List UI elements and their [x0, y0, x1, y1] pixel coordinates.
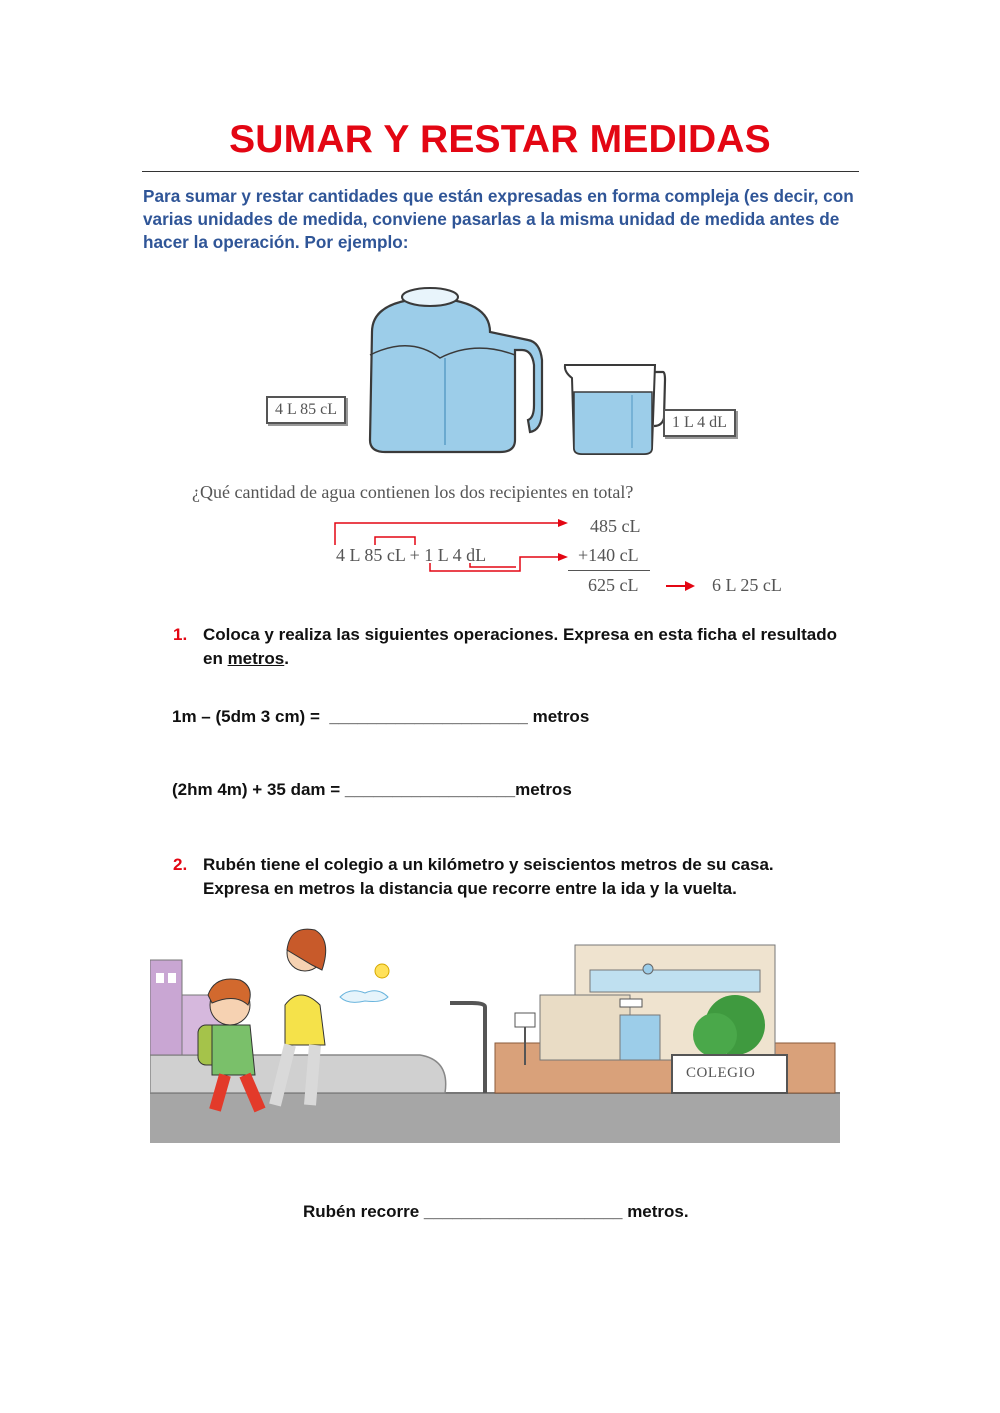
exercise-1b[interactable]: (2hm 4m) + 35 dam = __________________metros [172, 780, 572, 799]
question-2-number: 2. [173, 855, 188, 874]
example-value-2: +140 cL [578, 545, 639, 565]
example-result: 6 L 25 cL [712, 575, 782, 595]
question-1-number: 1. [173, 625, 188, 644]
question-1-text-after: . [284, 649, 289, 668]
example-value-1: 485 cL [590, 516, 641, 536]
answer-line[interactable]: Rubén recorre _____________________ metros. [303, 1202, 689, 1221]
example-sum: 625 cL [588, 575, 639, 595]
sum-rule [568, 570, 650, 571]
result-arrow-icon [665, 580, 697, 592]
question-1-text-before: Coloca y realiza las siguientes operaciones. Expresa en esta ficha el resultado en [203, 625, 837, 668]
example-expression: 4 L 85 cL + 1 L 4 dL [336, 545, 487, 565]
question-1-keyword: metros [227, 649, 285, 668]
question-1-text [203, 623, 843, 671]
pitcher-icon [565, 365, 665, 454]
title-divider [142, 171, 859, 172]
pitcher-label: 1 L 4 dL [663, 409, 736, 437]
example-question: ¿Qué cantidad de agua contienen los dos recipientes en total? [192, 482, 634, 502]
jug-icon [370, 288, 542, 452]
school-sign: COLEGIO [686, 1065, 756, 1081]
page-title: SUMAR Y RESTAR MEDIDAS [229, 118, 771, 161]
question-2-text: Rubén tiene el colegio a un kilómetro y seiscientos metros de su casa. Expresa en metros la distancia que recorre entre la ida y la vuelta. [203, 855, 774, 898]
school-street-illustration [150, 925, 840, 1145]
jug-label: 4 L 85 cL [266, 396, 346, 424]
exercise-1a[interactable]: 1m – (5dm 3 cm) = _____________________ metros [172, 707, 590, 726]
intro-paragraph: Para sumar y restar cantidades que están expresadas en forma compleja (es decir, con varias unidades de medida, conviene pasarlas a la misma unidad de medida antes de hacer la operación. Por ejemplo: [143, 186, 854, 252]
